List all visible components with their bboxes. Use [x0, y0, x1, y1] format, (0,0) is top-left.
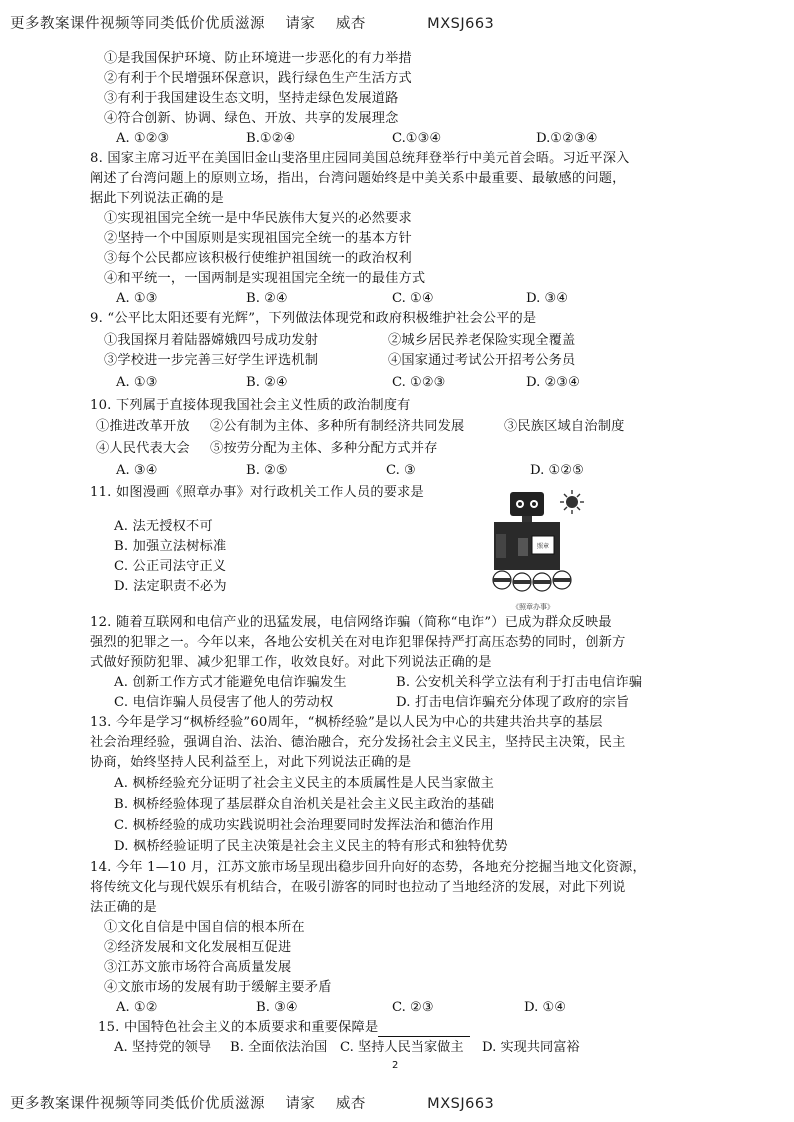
footer-banner: 更多教案课件视频等同类低价优质滋源 请家 威杏 MXSJ663 [10, 1096, 495, 1112]
q13-stem-line-3: 协商，始终坚持人民利益至上，对此下列说法正确的是 [90, 755, 412, 770]
q9-option-c: C. ①②③ [392, 375, 446, 390]
q14-stem-line-1: 14. 今年 1—10 月，江苏文旅市场呈现出稳步回升向好的态势，各地充分挖掘当地文化资源， [90, 860, 646, 875]
q8-item-2: ②坚持一个中国原则是实现祖国完全统一的基本方针 [104, 231, 412, 246]
q14-option-d: D. ①④ [524, 1000, 567, 1015]
q15-option-c: C. 坚持人民当家做主 [340, 1040, 464, 1055]
q12-option-d: D. 打击电信诈骗充分体现了政府的宗旨 [396, 695, 630, 710]
q10-item-3: ③民族区域自治制度 [504, 419, 625, 434]
q8-option-a: A. ①③ [116, 291, 158, 306]
q8-option-d: D. ③④ [526, 291, 569, 306]
q8-stem-line-1: 8. 国家主席习近平在美国旧金山斐洛里庄园同美国总统拜登举行中美元首会晤。习近平深入 [90, 151, 630, 166]
q10-item-5: ⑤按劳分配为主体、多种分配方式并存 [210, 441, 438, 456]
q8-item-4: ④和平统一，一国两制是实现祖国完全统一的最佳方式 [104, 271, 426, 286]
q14-option-b: B. ③④ [256, 1000, 298, 1015]
q7-item-1: ①是我国保护环境、防止环境进一步恶化的有力举措 [104, 51, 412, 66]
q15-option-a: A. 坚持党的领导 [114, 1040, 212, 1055]
q11-option-b: B. 加强立法树标准 [114, 539, 227, 554]
q9-stem: 9. “公平比太阳还要有光辉”，下列做法体现党和政府积极维护社会公平的是 [90, 311, 537, 326]
q12-stem-line-3: 式做好预防犯罪、减少犯罪工作，收效良好。对此下列说法正确的是 [90, 655, 492, 670]
q9-option-b: B. ②④ [246, 375, 288, 390]
q13-option-a: A. 枫桥经验充分证明了社会主义民主的本质属性是人民当家做主 [114, 776, 494, 791]
q15-option-d: D. 实现共同富裕 [482, 1040, 580, 1055]
q8-stem-line-2: 阐述了台湾问题上的原则立场，指出，台湾问题始终是中美关系中最重要、最敏感的问题， [90, 171, 626, 186]
q7-option-c: C.①③④ [392, 131, 442, 146]
q14-option-c: C. ②③ [392, 1000, 434, 1015]
robot-figure [494, 492, 560, 570]
q10-item-4: ④人民代表大会 [96, 441, 190, 456]
q13-option-d: D. 枫桥经验证明了民主决策是社会主义民主的特有形式和独特优势 [114, 839, 508, 854]
q9-option-a: A. ①③ [116, 375, 158, 390]
q7-item-2: ②有利于个民增强环保意识，践行绿色生产生活方式 [104, 71, 412, 86]
q13-stem-line-2: 社会治理经验，强调自治、法治、德治融合，充分发扬社会主义民主，坚持民主决策，民主 [90, 735, 626, 750]
q10-stem: 10. 下列属于直接体现我国社会主义性质的政治制度有 [90, 398, 411, 413]
q13-option-b: B. 枫桥经验体现了基层群众自治机关是社会主义民主政治的基础 [114, 797, 495, 812]
q14-option-a: A. ①② [116, 1000, 158, 1015]
q14-item-4: ④文旅市场的发展有助于缓解主要矛盾 [104, 980, 332, 995]
q8-option-c: C. ①④ [392, 291, 434, 306]
q12-stem-line-1: 12. 随着互联网和电信产业的迅猛发展，电信网络诈骗（简称“电诈”）已成为群众反映最 [90, 615, 612, 630]
q15-answer-blank [378, 1024, 470, 1037]
q10-item-2: ②公有制为主体、多种所有制经济共同发展 [210, 419, 465, 434]
comic-sign-text: 照章 [536, 543, 550, 550]
q11-option-c: C. 公正司法守正义 [114, 559, 227, 574]
q11-option-d: D. 法定职责不必为 [114, 579, 227, 594]
q7-option-b: B.①②④ [246, 131, 296, 146]
q8-item-1: ①实现祖国完全统一是中华民族伟大复兴的必然要求 [104, 211, 412, 226]
q11-option-a: A. 法无授权不可 [114, 519, 213, 534]
q9-option-d: D. ②③④ [526, 375, 580, 390]
q14-item-1: ①文化自信是中国自信的根本所在 [104, 920, 305, 935]
q14-stem-line-3: 法正确的是 [90, 900, 157, 915]
q10-item-1: ①推进改革开放 [96, 419, 190, 434]
q10-option-c: C. ③ [386, 463, 416, 478]
q15-option-b: B. 全面依法治国 [230, 1040, 328, 1055]
q12-option-c: C. 电信诈骗人员侵害了他人的劳动权 [114, 695, 334, 710]
q7-option-d: D.①②③④ [536, 131, 598, 146]
q13-stem-line-1: 13. 今年是学习“枫桥经验”60周年，“枫桥经验”是以人民为中心的共建共治共享的基层 [90, 715, 603, 730]
q14-item-3: ③江苏文旅市场符合高质量发展 [104, 960, 292, 975]
q8-stem-line-3: 据此下列说法正确的是 [90, 191, 224, 206]
q7-item-3: ③有利于我国建设生态文明，坚持走绿色发展道路 [104, 91, 399, 106]
q10-option-b: B. ②⑤ [246, 463, 288, 478]
q15-stem-text: 15. 中国特色社会主义的本质要求和重要保障是 [98, 1020, 379, 1035]
q7-option-a: A. ①②③ [116, 131, 170, 146]
q10-option-d: D. ①②⑤ [530, 463, 584, 478]
comic-caption: 《照章办事》 [512, 603, 554, 611]
q12-option-b: B. 公安机关科学立法有利于打击电信诈骗 [396, 675, 643, 690]
page-number: 2 [392, 1060, 399, 1071]
sun-icon [560, 490, 584, 514]
header-banner: 更多教案课件视频等同类低价优质滋源 请家 威杏 MXSJ663 [10, 16, 495, 32]
q15-stem [98, 1019, 470, 1037]
q13-option-c: C. 枫桥经验的成功实践说明社会治理要同时发挥法治和德治作用 [114, 818, 495, 833]
q9-item-1: ①我国探月着陆器嫦娥四号成功发射 [104, 333, 319, 348]
q7-item-4: ④符合创新、协调、绿色、开放、共享的发展理念 [104, 111, 399, 126]
q9-item-3: ③学校进一步完善三好学生评选机制 [104, 353, 319, 368]
comic-illustration [488, 488, 596, 598]
q9-item-4: ④国家通过考试公开招考公务员 [388, 353, 576, 368]
q8-option-b: B. ②④ [246, 291, 288, 306]
q9-item-2: ②城乡居民养老保险实现全覆盖 [388, 333, 576, 348]
q14-stem-line-2: 将传统文化与现代娱乐有机结合，在吸引游客的同时也拉动了当地经济的发展，对此下列说 [90, 880, 626, 895]
q8-item-3: ③每个公民都应该积极行使维护祖国统一的政治权利 [104, 251, 412, 266]
q11-stem: 11. 如图漫画《照章办事》对行政机关工作人员的要求是 [90, 485, 424, 500]
q12-stem-line-2: 强烈的犯罪之一。今年以来，各地公安机关在对电诈犯罪保持严打高压态势的同时，创新方 [90, 635, 626, 650]
q14-item-2: ②经济发展和文化发展相互促进 [104, 940, 292, 955]
q12-option-a: A. 创新工作方式才能避免电信诈骗发生 [114, 675, 347, 690]
q10-option-a: A. ③④ [116, 463, 158, 478]
